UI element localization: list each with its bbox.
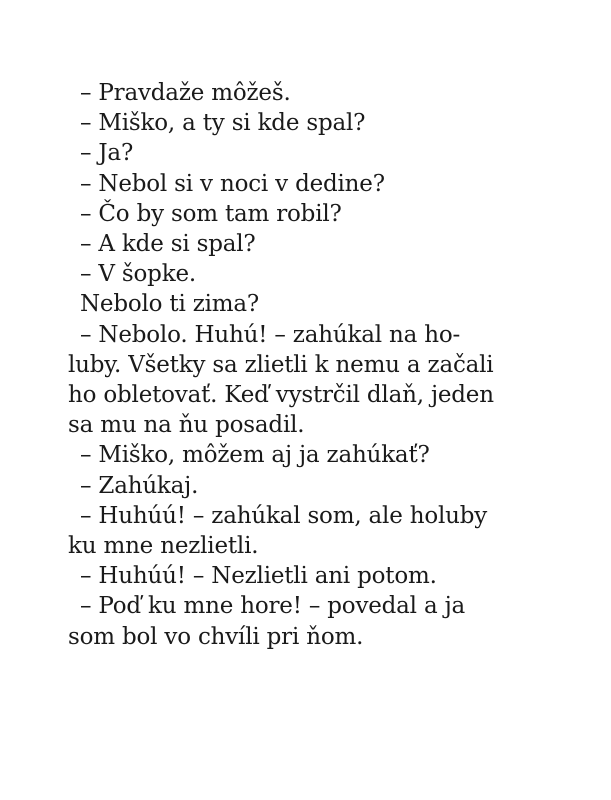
text-line: – Pravdaže môžeš.	[80, 80, 291, 106]
text-line: – Huhúú! – zahúkal som, ale holuby	[80, 502, 488, 529]
text-line: Nebolo ti zima?	[80, 291, 260, 318]
text-line: – Nebol si v noci v dedine?	[80, 170, 385, 197]
text-line: – Čo by som tam robil?	[80, 200, 342, 227]
text-line: – Ja?	[80, 140, 134, 167]
text-line: ku mne nezlietli.	[68, 533, 259, 560]
text-line: ho obletovať. Keď vystrčil dlaň, jeden	[68, 382, 494, 409]
text-line: – Poď ku mne hore! – povedal a ja	[80, 593, 466, 620]
text-line: – Nebolo. Huhú! – zahúkal na ho-	[80, 321, 461, 348]
text-line: – A kde si spal?	[80, 231, 256, 258]
text-line: – Miško, a ty si kde spal?	[80, 110, 366, 137]
text-line: som bol vo chvíli pri ňom.	[68, 623, 364, 650]
text-line: – Miško, môžem aj ja zahúkať?	[80, 442, 430, 469]
text-line: – Huhúú! – Nezlietli ani potom.	[80, 563, 437, 590]
text-line: sa mu na ňu posadil.	[68, 412, 305, 439]
book-page-text	[68, 78, 538, 652]
text-line: – V šopke.	[80, 261, 196, 288]
text-line: – Zahúkaj.	[80, 472, 199, 499]
text-line: luby. Všetky sa zlietli k nemu a začali	[68, 351, 494, 378]
